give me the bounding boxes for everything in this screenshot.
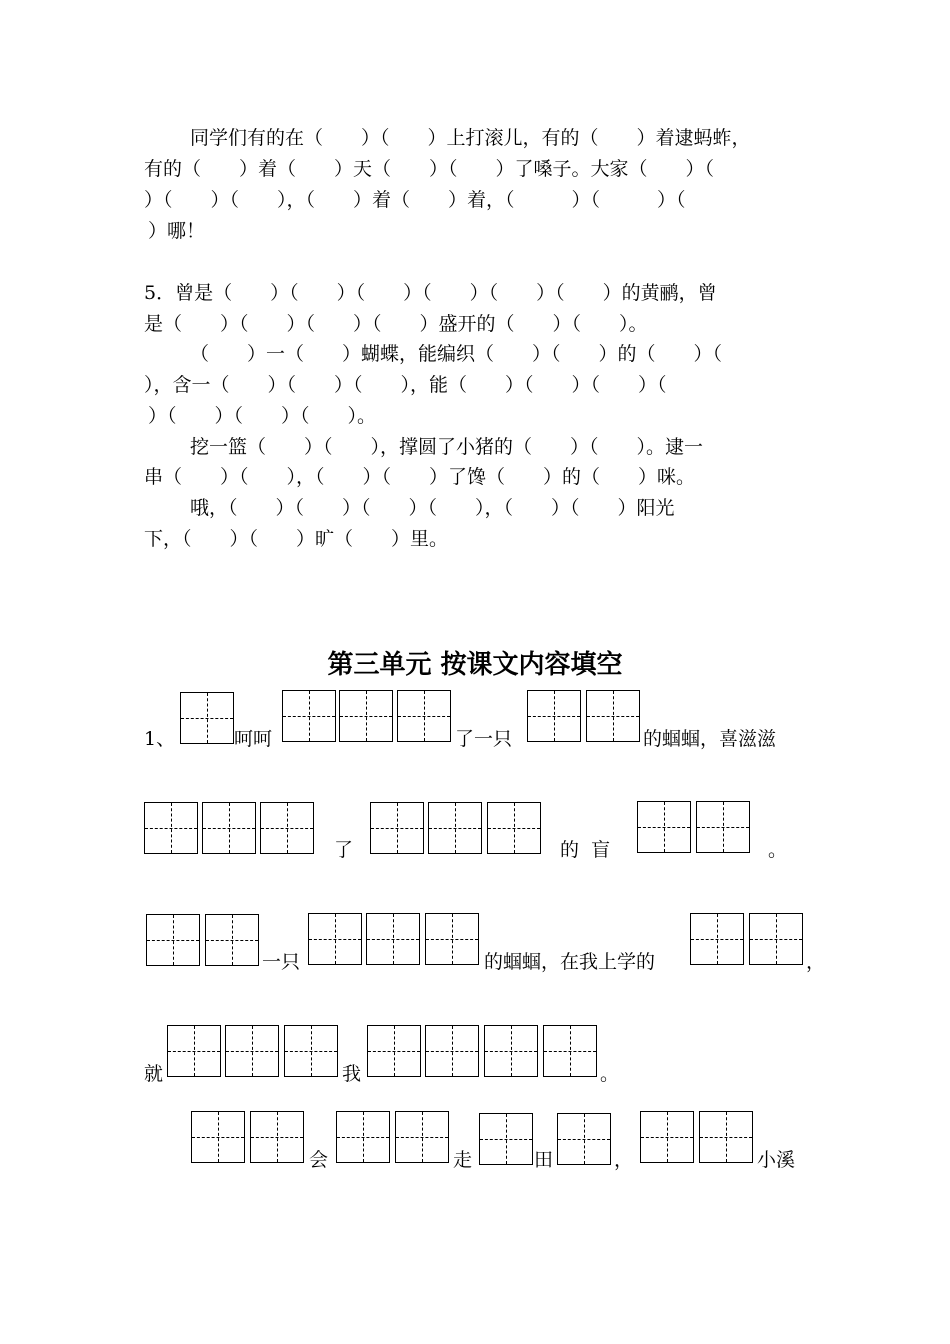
writing-grid-box[interactable] [282,690,336,742]
section4-line-2: 有的（ ）着（ ）天（ ）（ ）了嗓子。大家（ ）（ [144,158,715,180]
writing-grid-box[interactable] [260,802,314,854]
section5-line-6: 挖一篮（ ）（ ），撑圆了小猪的（ ）（ ）。逮一 [190,436,704,458]
writing-grid-box[interactable] [370,802,424,854]
section5-line-1: 5．曾是（ ）（ ）（ ）（ ）（ ）（ ）的黄鹂，曾 [144,282,717,304]
row3-text: ， [806,951,826,973]
writing-grid-box[interactable] [146,914,200,966]
writing-grid-box[interactable] [479,1113,533,1165]
section5-line-7: 串（ ）（ ），（ ）（ ）了馋（ ）的（ ）咪。 [144,466,696,488]
writing-grid-box[interactable] [202,802,256,854]
writing-grid-box[interactable] [284,1025,338,1077]
section5-line-3: （ ）一（ ）蝴蝶，能编织（ ）（ ）的（ ）（ [190,343,723,365]
writing-grid-box[interactable] [640,1111,694,1163]
section4-line-3: ）（ ）（ ），（ ）着（ ）着，（ ）（ ）（ [144,189,686,211]
row2-text: 的 盲 [560,839,611,861]
row3-text: 的蝈蝈，在我上学的 [484,951,656,973]
writing-grid-box[interactable] [543,1025,597,1077]
writing-grid-box[interactable] [699,1111,753,1163]
row4-text: 。 [600,1063,620,1085]
writing-grid-box[interactable] [690,913,744,965]
writing-grid-box[interactable] [487,802,541,854]
writing-grid-box[interactable] [205,914,259,966]
writing-grid-box[interactable] [308,913,362,965]
row5-text: 小溪 [757,1149,796,1171]
writing-grid-box[interactable] [225,1025,279,1077]
writing-grid-box[interactable] [484,1025,538,1077]
row2-text: 。 [768,839,788,861]
unit3-title: 第三单元 按课文内容填空 [327,650,623,680]
writing-grid-box[interactable] [191,1111,245,1163]
row5-text: 走 [453,1149,473,1171]
row5-text: ， [614,1149,634,1171]
section5-line-2: 是（ ）（ ）（ ）（ ）盛开的（ ）（ ）。 [144,313,648,335]
row5-text: 会 [309,1149,329,1171]
section5-line-5: ）（ ）（ ）（ ）。 [148,405,377,427]
writing-grid-box[interactable] [557,1113,611,1165]
row4-text: 我 [342,1063,362,1085]
row2-text: 了 [334,839,354,861]
writing-grid-box[interactable] [696,801,750,853]
writing-grid-box[interactable] [339,690,393,742]
row1-text: 的蝈蝈，喜滋滋 [643,728,777,750]
writing-grid-box[interactable] [637,801,691,853]
row1-text: 了一只 [455,728,513,750]
row1-text: 呵呵 [234,728,273,750]
writing-grid-box[interactable] [336,1111,390,1163]
writing-grid-box[interactable] [366,913,420,965]
section5-line-9: 下，（ ）（ ）旷（ ）里。 [144,528,449,550]
row1-number: 1、 [144,728,176,750]
writing-grid-box[interactable] [395,1111,449,1163]
writing-grid-box[interactable] [167,1025,221,1077]
writing-grid-box[interactable] [367,1025,421,1077]
writing-grid-box[interactable] [527,690,581,742]
writing-grid-box[interactable] [428,802,482,854]
writing-grid-box[interactable] [425,913,479,965]
writing-grid-box[interactable] [586,690,640,742]
writing-grid-box[interactable] [144,802,198,854]
row5-text: 田 [534,1149,554,1171]
row3-text: 一只 [262,951,301,973]
section4-line-4: ）哪！ [148,220,206,242]
writing-grid-box[interactable] [180,692,234,744]
writing-grid-box[interactable] [397,690,451,742]
section5-line-8: 哦，（ ）（ ）（ ）（ ），（ ）（ ）阳光 [190,497,675,519]
row4-text: 就 [144,1063,164,1085]
section5-line-4: ），含一（ ）（ ）（ ），能（ ）（ ）（ ）（ [144,374,667,396]
writing-grid-box[interactable] [749,913,803,965]
writing-grid-box[interactable] [250,1111,304,1163]
writing-grid-box[interactable] [425,1025,479,1077]
section4-line-1: 同学们有的在（ ）（ ）上打滚儿，有的（ ）着逮蚂蚱， [190,127,751,149]
